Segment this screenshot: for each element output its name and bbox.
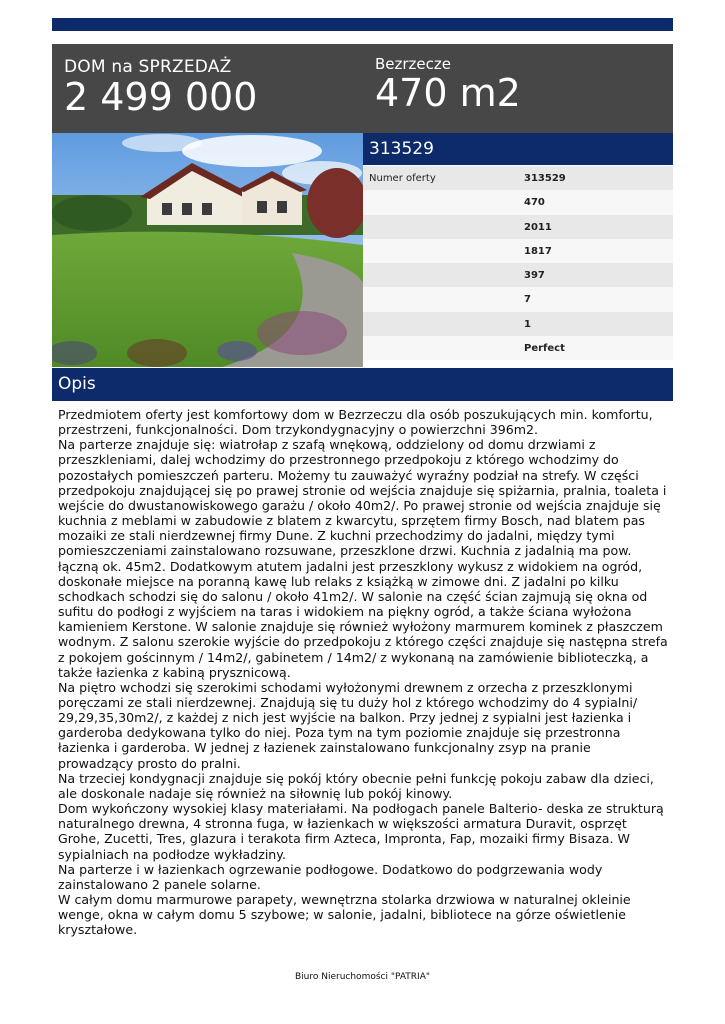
property-type: DOM na SPRZEDAŻ	[64, 57, 232, 77]
price: 2 499 000	[64, 75, 258, 119]
param-value: 1	[524, 318, 531, 330]
section-title: Opis	[58, 374, 96, 394]
area: 470 m2	[375, 71, 521, 115]
description-section-header	[52, 368, 673, 401]
description-text: Przedmiotem oferty jest komfortowy dom w Bezrzeczu dla osób poszukujących min. komfortu, przestrzeni, funkcjonalności. Dom trzykondygnacyjny o powierzchni 396m2. Na parterze znajduje się: wiatrołap z szafą wnękową, oddzielony od domu drzwiami z przeszkleniami, dalej wchodzimy do przestronnego przedpokoju z którego wchodzimy do pozostałych pomieszczeń parteru. Możemy tu zauważyć wyraźny podział na strefy. W części przedpokoju znajdującej się po prawej stronie od wejścia znajduje się spiżarnia, pralnia, toaleta i wejście do dwustanowiskowego garażu / około 40m2/. Po prawej stronie od wejścia znajduje się kuchnia z meblami w zabudowie z blatem z kwarcytu, sprzętem firmy Bosch, nad blatem pas mozaiki ze stali nierdzewnej firmy Dune. Z kuchni przechodzimy do jadalni, między tymi pomieszczeniami zainstalowano rozsuwane, przeszklone drzwi. Kuchnia z jadalnią ma pow. łączną ok. 45m2. Dodatkowym atutem jadalni jest przeszklony wykusz z widokiem na ogród, doskonałe miejsce na poranną kawę lub relaks z książką w zimowe dni. Z jadalni po kilku schodkach schodzi się do salonu / około 41m2/. W salonie na część ścian zajmują się okna od sufitu do podłogi z wyjściem na taras i widokiem na piękny ogród, a także ściana wyłożona kamieniem Kerstone. W salonie znajduje się również wyłożony marmurem kominek z płaszczem wodnym. Z salonu szerokie wyjście do przedpokoju z którego części znajduje się następna strefa z pokojem gościnnym / 14m2/, gabinetem / 14m2/ z wykonaną na zamówienie biblioteczką, a także łazienka z kabiną prysznicową. Na piętro wchodzi się szerokimi schodami wyłożonymi drewnem z orzecha z przeszklonymi poręczami ze stali nierdzewnej. Znajdują się tu duży hol z którego wchodzimy do 4 sypialni/ 29,29,35,30m2/, z każdej z nich jest wyjście na balkon. Przy jednej z sypialni jest łazienka i garderoba dedykowana tylko do niej. Poza tym na tym poziomie znajduje się przestronna łazienka i garderoba. W jednej z łazienek zainstalowano funkcjonalny zsyp na pranie prowadzący prosto do pralni. Na trzeciej kondygnacji znajduje się pokój który obecnie pełni funkcję pokoju zabaw dla dzieci, ale doskonale nadaje się również na siłownię lub pokój kinowy. Dom wykończony wysokiej klasy materiałami. Na podłogach panele Balterio- deska ze strukturą naturalnego drewna, 4 stronna fuga, w łazienkach w większości armatura Duravit, osprzęt Grohe, Zucetti, Tres, glazura i terakota firm Azteca, Impronta, Fap, mozaiki firmy Bisaza. W sypialniach na podłodze wykładziny. Na parterze i w łazienkach ogrzewanie podłogowe. Dodatkowo do podgrzewania wody zainstalowano 2 panele solarne. W całym domu marmurowe parapety, wewnętrzna stolarka drzwiowa w naturalnej okleinie wenge, okna w całym domu 5 szybowe; w salonie, jadalni, bibliotece na górze oświetlenie kryształowe.	[58, 407, 668, 938]
param-value: 397	[524, 270, 545, 282]
param-value: 470	[524, 197, 545, 209]
param-row	[363, 239, 673, 263]
property-photo	[52, 133, 363, 367]
param-row	[363, 287, 673, 311]
param-value: 1817	[524, 245, 552, 257]
param-value: 7	[524, 294, 531, 306]
param-value: Perfect	[524, 343, 565, 355]
param-row	[363, 166, 673, 190]
param-row	[363, 312, 673, 336]
param-value: 2011	[524, 221, 552, 233]
offer-id-bar	[363, 133, 673, 165]
params-table	[363, 166, 673, 360]
param-value: 313529	[524, 173, 566, 184]
footer-agency: Biuro Nieruchomości "PATRIA"	[294, 972, 430, 982]
param-row	[363, 263, 673, 287]
top-accent-bar	[52, 18, 673, 31]
offer-header	[52, 44, 673, 133]
param-label: Numer oferty	[369, 173, 436, 184]
offer-id-title: 313529	[369, 139, 434, 159]
param-row	[363, 336, 673, 360]
param-row	[363, 190, 673, 214]
city: Bezrzecze	[375, 55, 452, 73]
param-row	[363, 215, 673, 239]
